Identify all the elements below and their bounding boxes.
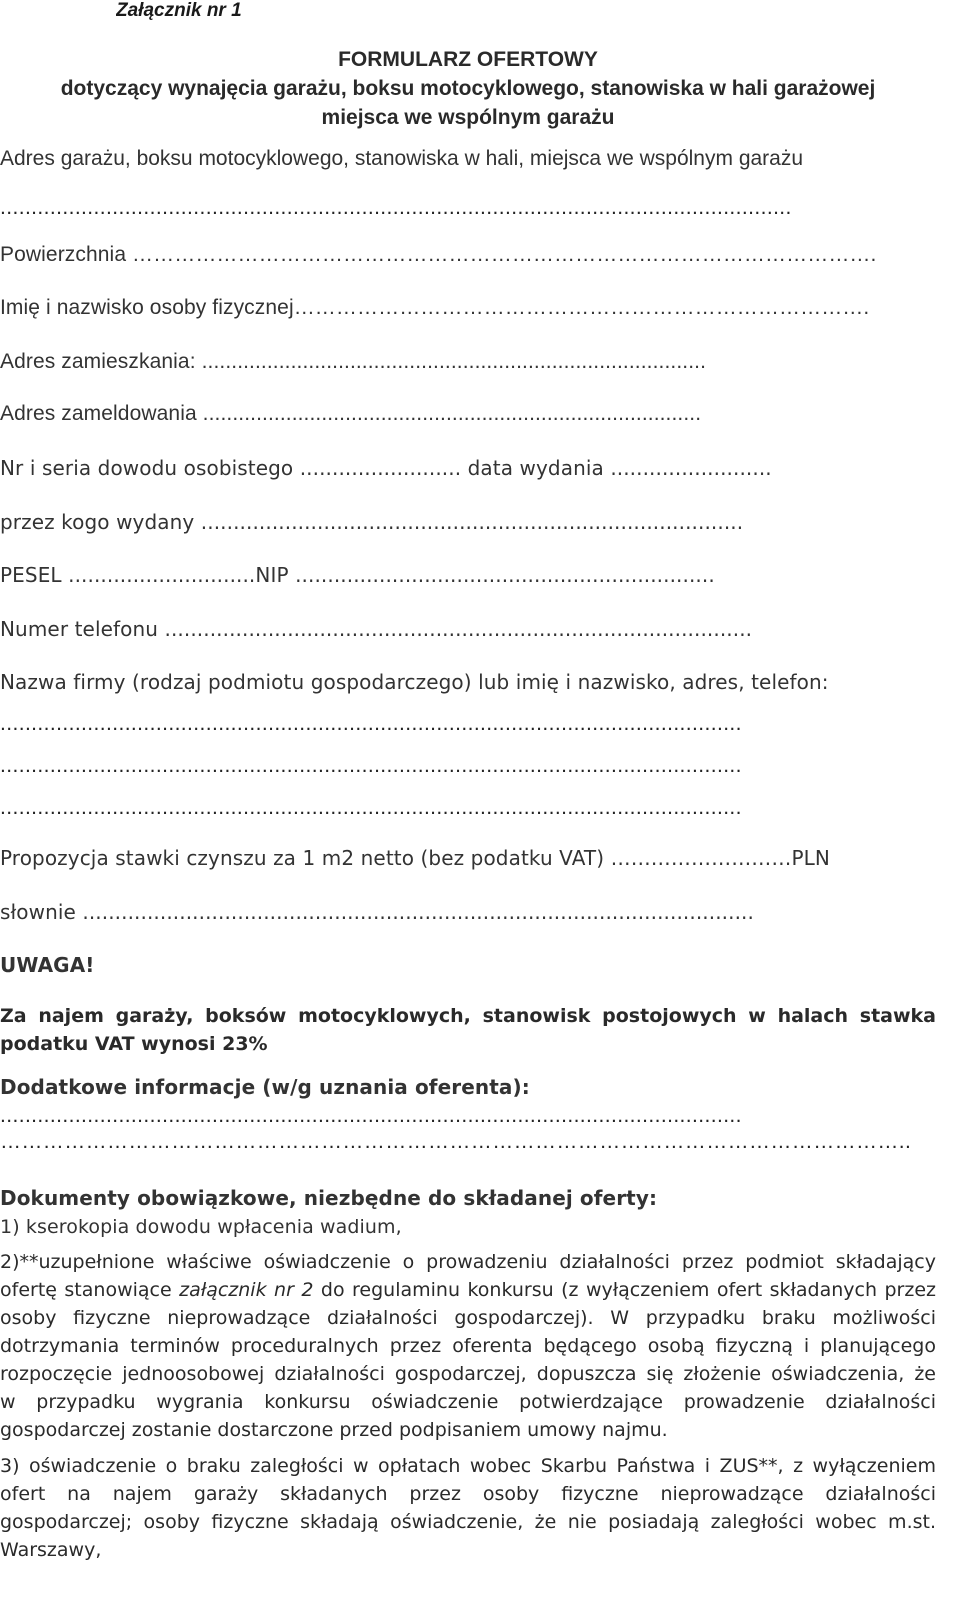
required-documents-heading: Dokumenty obowiązkowe, niezbędne do składanej oferty: <box>0 1186 658 1210</box>
phone-field[interactable]: Numer telefonu ........................................................................................... <box>0 617 753 641</box>
garage-address-field[interactable]: ............................................................................................................................... <box>0 196 792 219</box>
form-subtitle-line-1: dotyczący wynajęcia garażu, boksu motocyklowego, stanowiska w hali garażowej <box>60 77 876 100</box>
pesel-nip-field[interactable]: PESEL .............................NIP ................................................................. <box>0 563 715 587</box>
document-item-2-line-2b: do regulaminu konkursu (z wyłączeniem ofert składanych przez <box>313 1279 936 1301</box>
document-item-3 <box>0 1452 936 1564</box>
additional-info-field-line-2[interactable]: ……………………………………………………………………………………………………………….. <box>0 1130 912 1153</box>
vat-note: Za najem garaży, boksów motocyklowych, stanowisk postojowych w halach stawka podatku VAT wynosi 23% <box>0 1005 936 1055</box>
additional-info-label: Dodatkowe informacje (w/g uznania oferenta): <box>0 1075 530 1099</box>
document-item-3-line-2: ofert na najem garaży składanych przez osoby fizyczne nieprowadzące działalności <box>0 1483 936 1505</box>
person-name-field[interactable]: Imię i nazwisko osoby fizycznej………………………………………………………………………. <box>0 296 870 319</box>
rate-in-words-field[interactable]: słownie ........................................................................................................ <box>0 900 754 924</box>
issued-by-field[interactable]: przez kogo wydany .................................................................................... <box>0 510 744 534</box>
document-item-2-line-7: gospodarczej zostanie dostarczone przed podpisaniem umowy najmu. <box>0 1419 668 1441</box>
form-subtitle-line-2: miejsca we wspólnym garażu <box>321 106 615 129</box>
rent-rate-field[interactable]: Propozycja stawki czynszu za 1 m2 netto (bez podatku VAT) ………………………PLN <box>0 846 830 870</box>
company-label: Nazwa firmy (rodzaj podmiotu gospodarczego) lub imię i nazwisko, adres, telefon: <box>0 670 829 694</box>
id-card-field[interactable]: Nr i seria dowodu osobistego ......................... data wydania ......................... <box>0 456 772 480</box>
warning-heading: UWAGA! <box>0 953 95 977</box>
document-item-3-line-3: gospodarczej; osoby fizyczne składają oświadczenie, że nie posiadają zaległości wobec m.st. <box>0 1511 936 1533</box>
document-item-1: 1) kserokopia dowodu wpłacenia wadium, <box>0 1216 402 1238</box>
document-item-2-line-4: dotrzymania terminów proceduralnych przez oferenta będącego osobą fizyczną i planującego <box>0 1335 936 1357</box>
document-item-2-line-5: rozpoczęcie jednoosobowej działalności gospodarczej, dopuszcza się złożenie oświadczenia, że <box>0 1363 936 1385</box>
document-item-2-line-2 <box>0 1276 936 1304</box>
surface-field[interactable]: Powierzchnia ……………………………………………………………………………………………. <box>0 243 877 266</box>
form-title: FORMULARZ OFERTOWY <box>338 48 598 71</box>
document-item-3-line-4: Warszawy, <box>0 1539 102 1561</box>
document-item-2 <box>0 1248 936 1444</box>
document-item-2-line-1: 2)**uzupełnione właściwe oświadczenie o prowadzeniu działalności przez podmiot składający <box>0 1251 936 1273</box>
company-field-line-1[interactable]: ....................................................................................................................... <box>0 712 742 735</box>
garage-address-label: Adres garażu, boksu motocyklowego, stanowiska w hali, miejsca we wspólnym garażu <box>0 147 804 170</box>
document-item-2-line-6: w przypadku wygrania konkursu oświadczenie potwierdzające prowadzenie działalności <box>0 1391 936 1413</box>
document-item-2-line-2a: ofertę stanowiące <box>0 1279 180 1301</box>
company-field-line-3[interactable]: ....................................................................................................................... <box>0 796 742 819</box>
document-item-2-line-3: osoby fizyczne nieprowadzące działalności gospodarczej). W przypadku braku możliwości <box>0 1307 936 1329</box>
residence-address-field[interactable]: Adres zamieszkania: ..................................................................................... <box>0 350 707 373</box>
annex-2-reference: załącznik nr 2 <box>179 1279 314 1301</box>
document-item-3-line-1: 3) oświadczenie o braku zaległości w opłatach wobec Skarbu Państwa i ZUS**, z wyłączeniem <box>0 1455 936 1477</box>
registered-address-field[interactable]: Adres zameldowania .................................................................................... <box>0 402 702 425</box>
annex-label: Załącznik nr 1 <box>116 0 242 21</box>
company-field-line-2[interactable]: ....................................................................................................................... <box>0 754 742 777</box>
additional-info-field-line-1[interactable]: ....................................................................................................................... <box>0 1104 742 1127</box>
